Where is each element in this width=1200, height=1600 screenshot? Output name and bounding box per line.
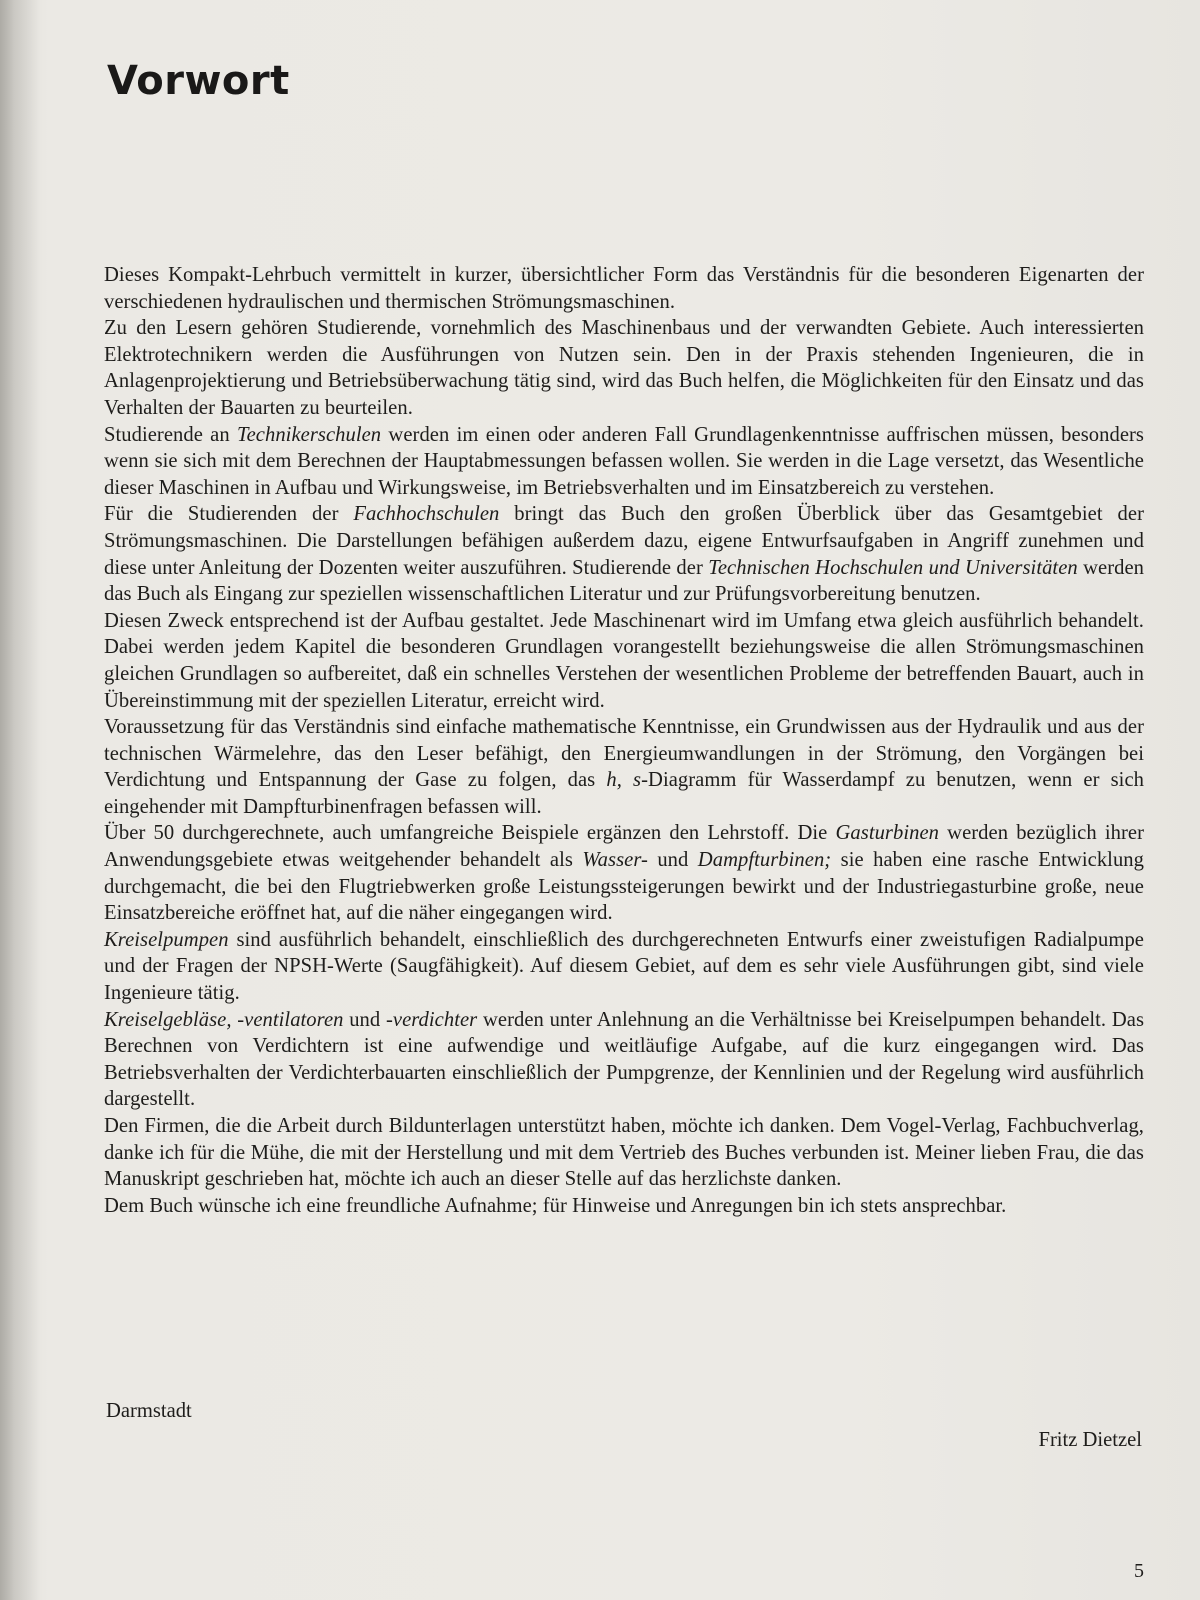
- paragraph-text: sie haben eine rasche Entwicklung durchgemacht, die bei den Flugtriebwerken große Leistungssteigerungen bewirkt und der Industriegasturbine große, neue Einsatzbereiche eröffnet hat, auf die näher eingegangen wird.: [104, 849, 1144, 925]
- preface-paragraph: [104, 262, 1144, 315]
- paragraph-text: Dieses Kompakt-Lehrbuch vermittelt in kurzer, übersichtlicher Form das Verständnis für die besonderen Eigenarten der verschiedenen hydraulischen und thermischen Strömungsmaschinen.: [104, 264, 1144, 313]
- emphasized-term: Kreiselpumpen: [104, 928, 229, 951]
- preface-paragraph: [104, 927, 1144, 1007]
- preface-paragraph: [104, 422, 1144, 502]
- preface-paragraph: [104, 608, 1144, 714]
- page-title: Vorwort: [107, 58, 290, 104]
- preface-body: [104, 262, 1144, 1219]
- emphasized-term: Gasturbinen: [835, 822, 940, 845]
- paragraph-text: bringt das Buch den großen Überblick über das Gesamtgebiet der Strömungsmaschinen. Die Darstellungen befähigen außerdem dazu, eigene Entwurfsaufgaben in Angriff zunehmen und diese unter Anleitung der Dozenten weiter auszuführen. Studierende der: [104, 503, 1144, 579]
- emphasized-term: Dampfturbinen;: [697, 849, 832, 872]
- paragraph-text: Diesen Zweck entsprechend ist der Aufbau gestaltet. Jede Maschinenart wird im Umfang etwa gleich ausführlich behandelt. Dabei werden jedem Kapitel die besonderen Grundlagen vorangestellt beziehungsweise die allen Strömungsmaschinen gleichen Grundlagen so aufbereitet, daß ein schnelles Verstehen der wesentlichen Probleme der betreffenden Bauart, auch in Übereinstimmung mit der speziellen Literatur, erreicht wird.: [104, 609, 1144, 712]
- paragraph-text: und: [647, 849, 698, 872]
- paragraph-text: -Diagramm für Wasserdampf zu benutzen, wenn er sich eingehender mit Dampfturbinenfragen befassen will.: [104, 769, 1144, 818]
- place-line: Darmstadt: [106, 1400, 192, 1422]
- emphasized-term: Kreiselgebläse, -ventilatoren: [104, 1008, 344, 1031]
- preface-paragraph: [104, 820, 1144, 926]
- paragraph-text: werden bezüglich ihrer Anwendungsgebiete etwas weitgehender behandelt als: [104, 822, 1144, 872]
- page-binding-shadow: [0, 0, 40, 1600]
- paragraph-text: Über 50 durchgerechnete, auch umfangreiche Beispiele ergänzen den Lehrstoff. Die: [104, 822, 836, 845]
- paragraph-text: und: [343, 1008, 386, 1031]
- emphasized-term: h, s: [606, 769, 642, 792]
- paragraph-text: Studierende an: [104, 423, 237, 446]
- paragraph-text: Für die Studierenden der: [104, 503, 354, 526]
- paragraph-text: Voraussetzung für das Verständnis sind einfache mathematische Kenntnisse, ein Grundwissen aus der Hydraulik und aus der technischen Wärmelehre, das den Leser befähigt, den Energieumwandlungen in der Strömung, den Vorgängen bei Verdichtung und Entspannung der Gase zu folgen, das: [104, 716, 1144, 792]
- emphasized-term: -verdichter: [385, 1008, 478, 1031]
- preface-paragraph: [104, 315, 1144, 421]
- emphasized-term: Technikerschulen: [236, 423, 382, 446]
- emphasized-term: Technischen Hochschulen und Universitäten: [708, 556, 1078, 579]
- preface-paragraph: [104, 714, 1144, 820]
- page-number: 5: [1134, 1560, 1144, 1582]
- paragraph-text: sind ausführlich behandelt, einschließlich des durchgerechneten Entwurfs einer zweistufigen Radialpumpe und der Fragen der NPSH-Werte (Saugfähigkeit). Auf diesem Gebiet, auf dem es sehr viele Ausführungen gibt, sind viele Ingenieure tätig.: [104, 928, 1144, 1005]
- paragraph-text: Den Firmen, die die Arbeit durch Bildunterlagen unterstützt haben, möchte ich danken. Dem Vogel-Verlag, Fachbuchverlag, danke ich für die Mühe, die mit der Herstellung und mit dem Vertrieb des Buches verbunden ist. Meiner lieben Frau, die das Manuskript geschrieben hat, möchte ich auch an dieser Stelle auf das herzlichste danken.: [104, 1115, 1144, 1191]
- preface-paragraph: [104, 501, 1144, 607]
- emphasized-term: Wasser-: [582, 849, 648, 872]
- emphasized-term: Fachhochschulen: [353, 503, 500, 526]
- paragraph-text: werden im einen oder anderen Fall Grundlagenkenntnisse auffrischen müssen, besonders wenn sie sich mit dem Berechnen der Hauptabmessungen befassen wollen. Sie werden in die Lage versetzt, das Wesentliche dieser Maschinen in Aufbau und Wirkungsweise, im Betriebsverhalten und im Einsatzbereich zu verstehen.: [104, 423, 1144, 499]
- author-signature: Fritz Dietzel: [1038, 1429, 1142, 1451]
- paragraph-text: werden das Buch als Eingang zur speziellen wissenschaftlichen Literatur und zur Prüfungsvorbereitung benutzen.: [104, 556, 1145, 606]
- paragraph-text: Zu den Lesern gehören Studierende, vornehmlich des Maschinenbaus und der verwandten Gebiete. Auch interessierten Elektrotechnikern werden die Ausführungen von Nutzen sein. Den in der Praxis stehenden Ingenieuren, die in Anlagenprojektierung und Betriebsüberwachung tätig sind, wird das Buch helfen, die Möglichkeiten für den Einsatz und das Verhalten der Bauarten zu beurteilen.: [104, 317, 1144, 419]
- preface-paragraph: [104, 1007, 1144, 1113]
- paragraph-text: werden unter Anlehnung an die Verhältnisse bei Kreiselpumpen behandelt. Das Berechnen von Verdichtern ist eine aufwendige und weitläufige Aufgabe, auf die kurz eingegangen wird. Das Betriebsverhalten der Verdichterbauarten einschließlich der Pumpgrenze, der Kennlinien und der Regelung wird ausführlich dargestellt.: [104, 1008, 1145, 1111]
- preface-paragraph: [104, 1113, 1144, 1193]
- preface-paragraph: [104, 1193, 1144, 1220]
- paragraph-text: Dem Buch wünsche ich eine freundliche Aufnahme; für Hinweise und Anregungen bin ich stets ansprechbar.: [104, 1194, 1007, 1217]
